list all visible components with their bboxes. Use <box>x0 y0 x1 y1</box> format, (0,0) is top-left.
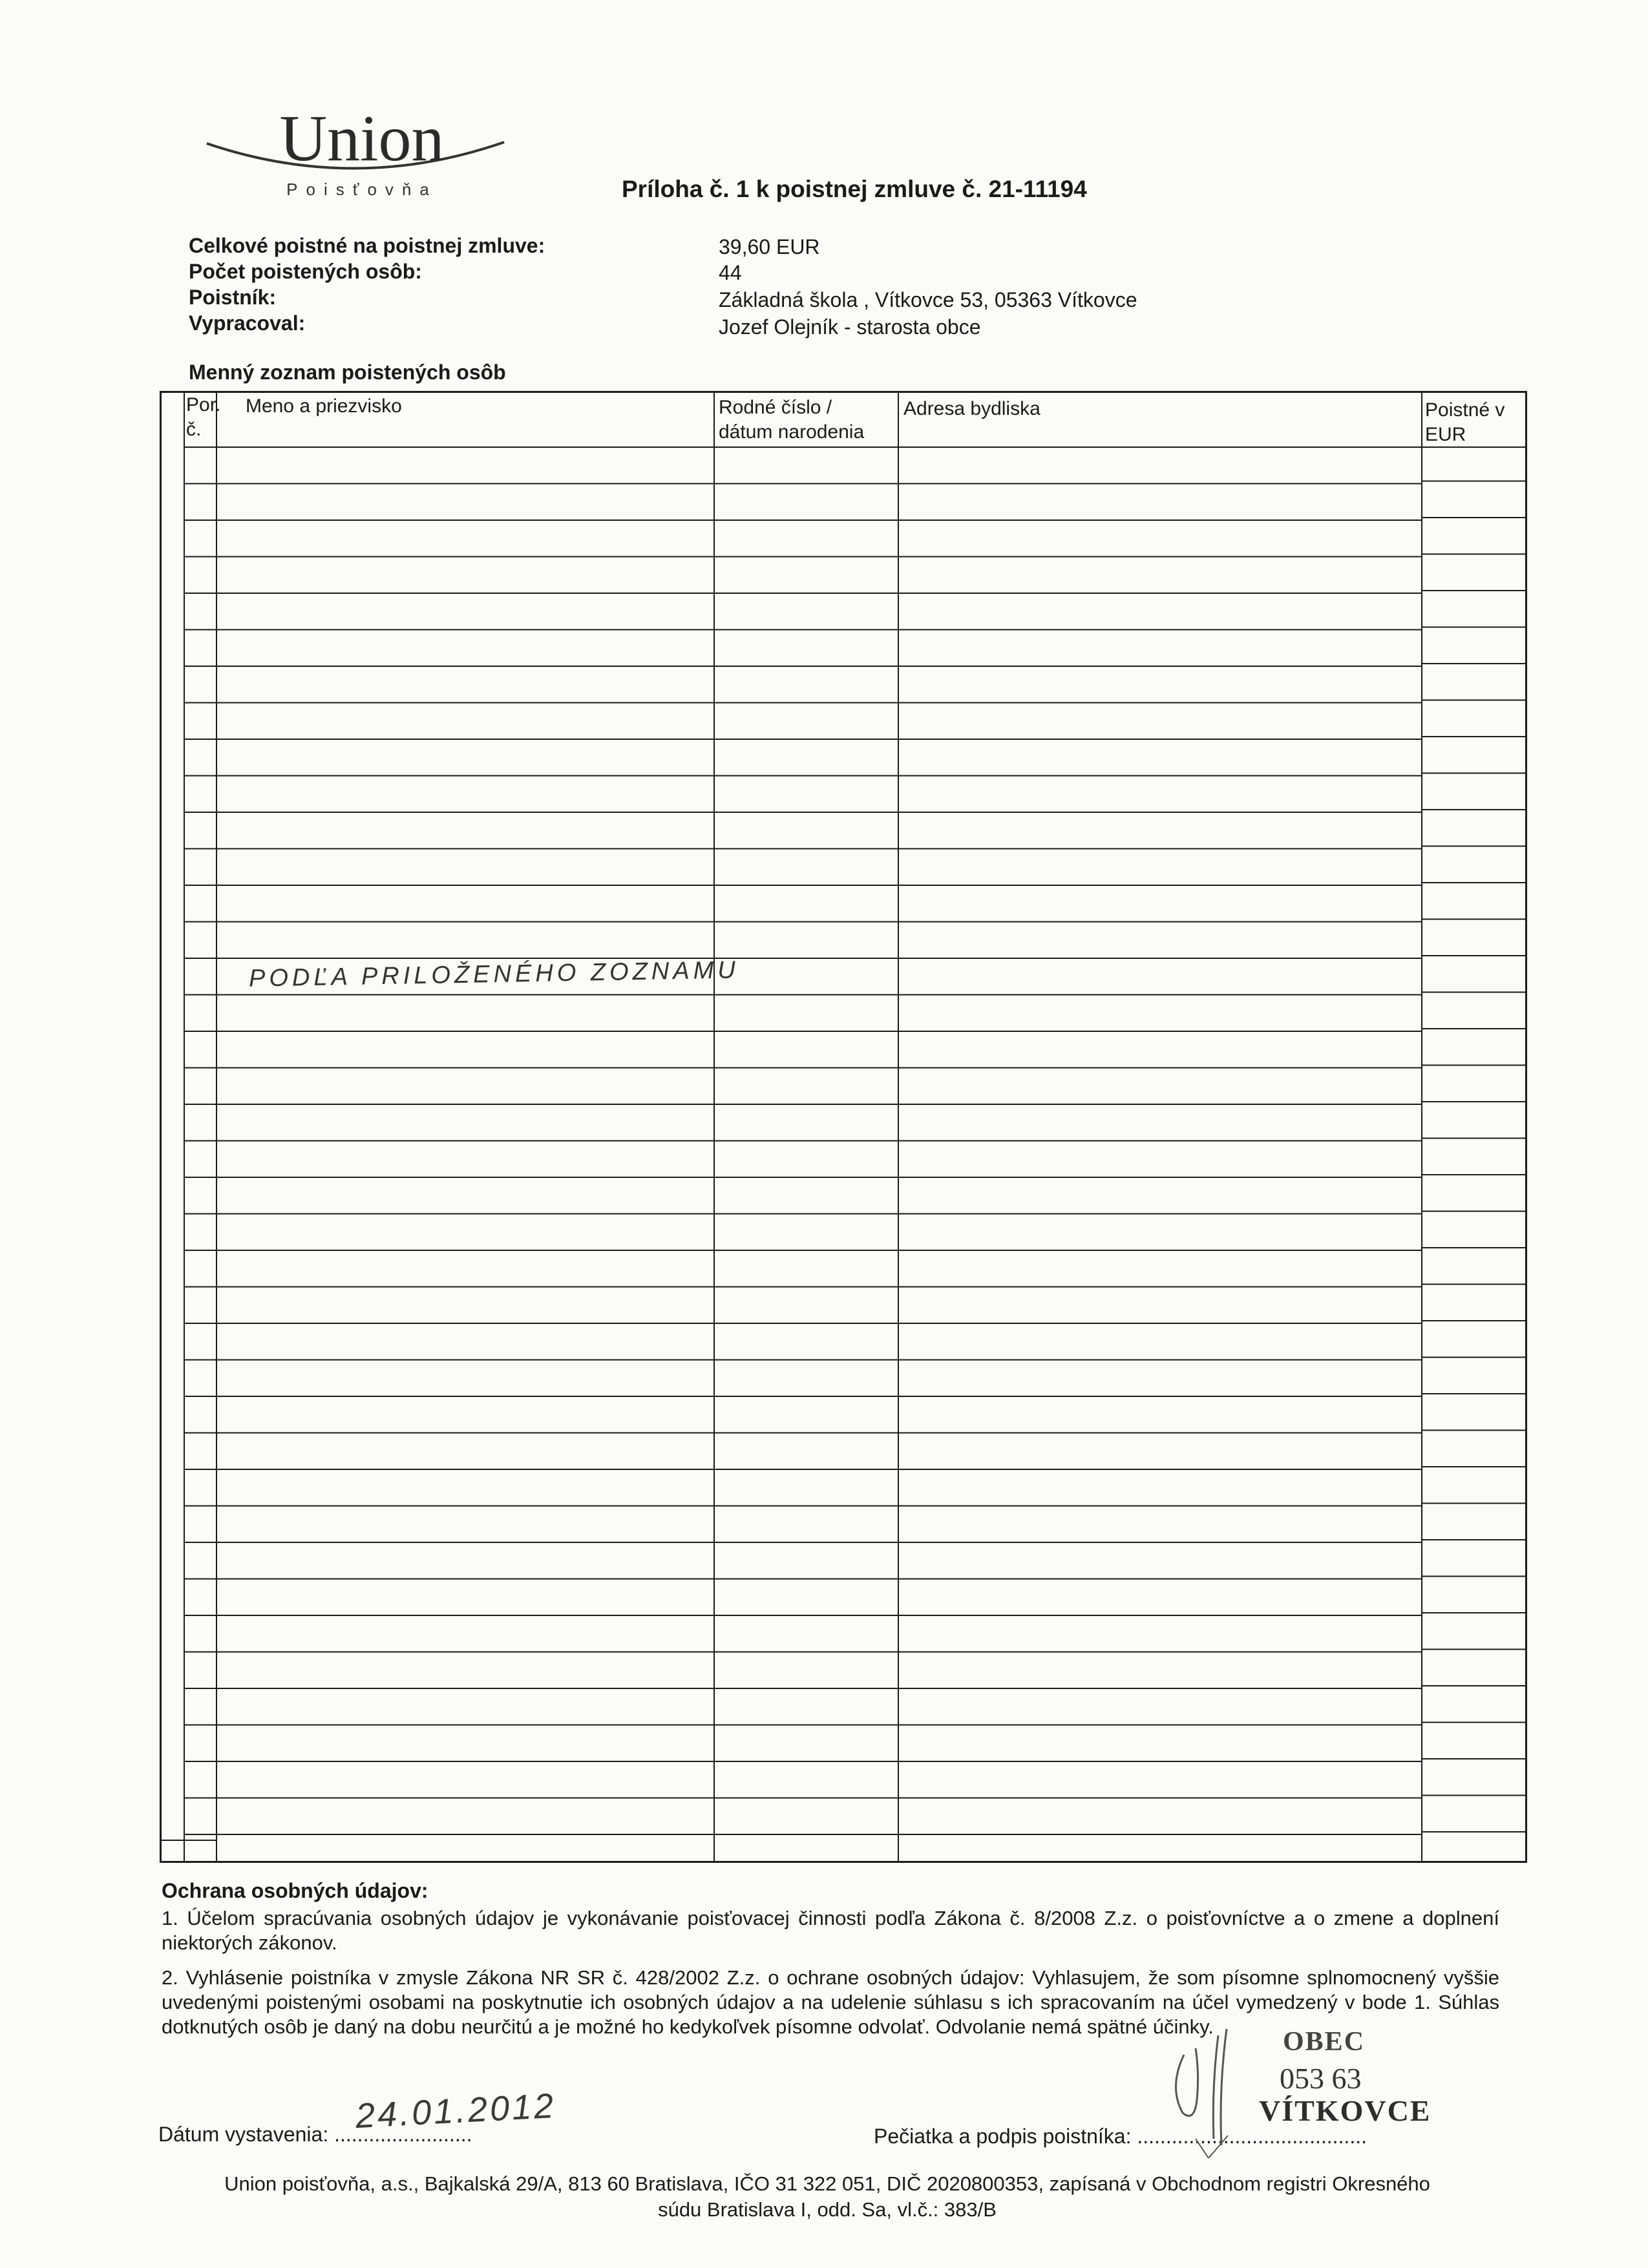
stamp-line-2: 053 63 <box>1280 2062 1362 2095</box>
document-title: Príloha č. 1 k poistnej zmluve č. 21-11194 <box>622 176 1087 202</box>
header-birth-date: dátum narodenia <box>719 421 865 443</box>
municipal-stamp <box>1157 2010 1431 2158</box>
prepared-by-value: Jozef Olejník - starosta obce <box>719 315 981 339</box>
header-por-c: č. <box>186 419 202 440</box>
issue-date-handwritten: 24.01.2012 <box>354 2086 557 2136</box>
insured-count-value: 44 <box>719 261 742 284</box>
handwritten-note: PODĽA PRILOŽENÉHO ZOZNAMU <box>248 956 740 992</box>
logo-wordmark: Union <box>279 102 445 175</box>
header-name: Meno a priezvisko <box>246 395 402 417</box>
insured-persons-table <box>160 391 1527 1863</box>
union-logo <box>194 97 530 207</box>
policyholder-value: Základná škola , Vítkovce 53, 05363 Vítkovce <box>719 288 1137 311</box>
privacy-paragraph-2: 2. Vyhlásenie poistníka v zmysle Zákona NR SR č. 428/2002 Z.z. o ochrane osobných údajov: Vyhlasujem, že som písomne splnomocnený vyššie uvedenými poistenými osobami na poskytnutie ich osobných údajov a na udelenie súhlasu s ich spracovaním na účel vymedzený v bode 1. Súhlas dotknutých osôb je daný na dobu neurčitú a je možné ho kedykoľvek písomne odvolať. Odvolanie nemá spätné účinky. <box>162 1966 1499 2038</box>
footer-line-2: súdu Bratislava I, odd. Sa, vl.č.: 383/B <box>658 2198 997 2221</box>
logo-subtitle: Poisťovňa <box>286 180 438 199</box>
header-premium: Poistné v <box>1425 399 1505 421</box>
header-address: Adresa bydliska <box>903 398 1041 419</box>
stamp-line-3: VÍTKOVCE <box>1259 2094 1431 2127</box>
stamp-signature-label: Pečiatka a podpis poistníka: ........................................ <box>874 2125 1367 2148</box>
header-por: Por. <box>186 394 221 415</box>
issue-date-label: Dátum vystavenia: ........................ <box>158 2123 472 2146</box>
policyholder-label: Poistník: <box>189 286 277 309</box>
table-grid <box>162 393 1525 1861</box>
header-premium-eur: EUR <box>1425 424 1466 445</box>
stamp-line-1: OBEC <box>1283 2027 1366 2057</box>
footer-line-1: Union poisťovňa, a.s., Bajkalská 29/A, 813 60 Bratislava, IČO 31 322 051, DIČ 2020800353, zapísaná v Obchodnom registri Okresného <box>224 2172 1430 2195</box>
company-footer <box>155 2171 1499 2223</box>
insured-count-label: Počet poistených osôb: <box>189 260 422 283</box>
header-birth-number: Rodné číslo / <box>719 397 832 418</box>
prepared-by-label: Vypracoval: <box>189 311 306 335</box>
privacy-title: Ochrana osobných údajov: <box>162 1879 428 1902</box>
list-title: Menný zoznam poistených osôb <box>189 361 506 384</box>
total-premium-value: 39,60 EUR <box>719 235 820 258</box>
privacy-paragraph-1: 1. Účelom spracúvania osobných údajov je vykonávanie poisťovacej činnosti podľa Zákona č. 8/2008 Z.z. o poisťovníctve a o zmene a doplnení niektorých zákonov. <box>162 1907 1499 1954</box>
total-premium-label: Celkové poistné na poistnej zmluve: <box>189 234 545 257</box>
